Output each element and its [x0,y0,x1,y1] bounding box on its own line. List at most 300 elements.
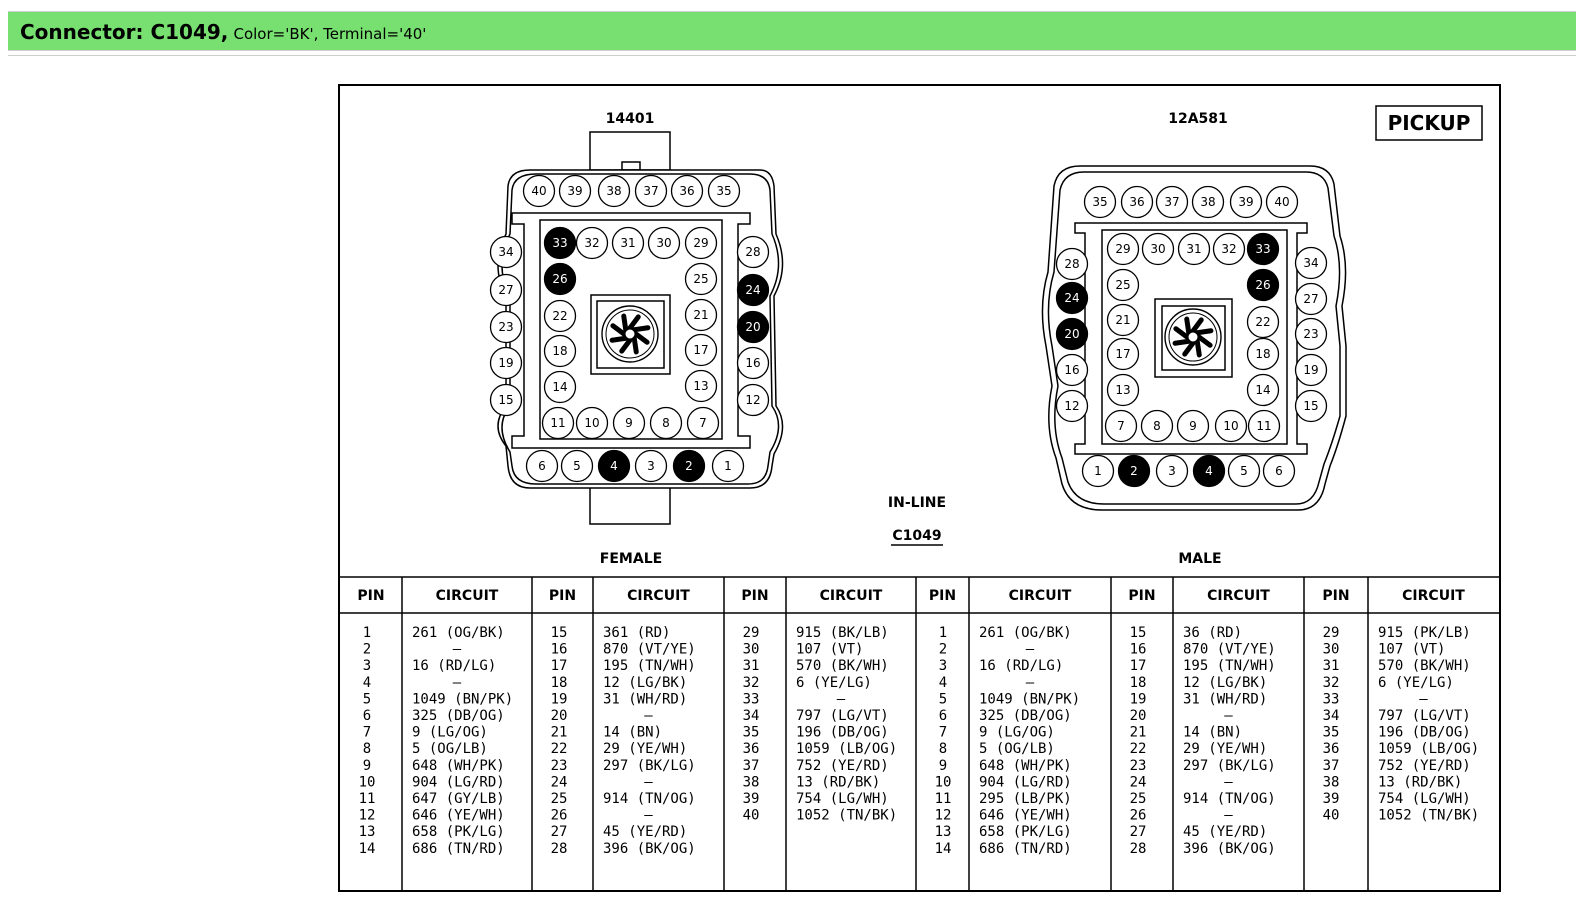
connector-attributes: Color='BK', Terminal='40' [233,25,427,43]
female-top-tab [590,132,670,170]
circuit-cell: 904 (LG/RD) [979,774,1072,791]
pin-column [359,625,376,857]
pin-cell: 40 [742,807,760,824]
pin-number: 6 [538,459,546,473]
male-pin-26 [1248,270,1279,301]
circuit-column [412,625,513,857]
pin-number: 23 [498,320,514,334]
circuit-cell: 646 (YE/WH) [979,807,1072,824]
table-header-cell: CIRCUIT [1207,588,1270,604]
female-pin-11 [543,408,574,439]
female-pin-25 [686,264,717,295]
pin-cell: 7 [938,724,948,741]
pin-cell: 7 [362,724,372,741]
pin-column [1130,625,1147,857]
male-pin-33 [1248,234,1279,265]
pin-number: 16 [1064,363,1080,377]
female-pin-20 [738,312,769,343]
pin-number: 5 [1240,464,1248,478]
pin-number: 8 [1153,419,1161,433]
male-pin-19 [1296,355,1327,386]
pin-number: 37 [643,184,659,198]
pin-cell: 34 [1322,708,1340,724]
circuit-cell: 12 (LG/BK) [603,674,688,691]
female-pin-7 [688,408,719,439]
female-pin-34 [491,237,522,268]
pin-cell: 13 [934,824,952,841]
circuit-cell: 14 (BN) [603,724,663,741]
male-pin-13 [1108,375,1139,406]
table-header-cell: CIRCUIT [1008,588,1072,604]
circuit-cell: 6 (YE/LG) [796,674,872,691]
pin-number: 31 [1186,242,1202,256]
pin-cell: 24 [1129,774,1147,791]
pin-number: 11 [550,416,566,430]
table-header-cell: CIRCUIT [1402,588,1465,604]
pin-number: 39 [1238,195,1254,209]
circuit-cell: 915 (PK/LB) [1378,625,1471,641]
pin-cell: 38 [1322,774,1340,791]
male-pin-15 [1296,391,1327,422]
pin-cell: 9 [362,757,372,774]
male-pin-20 [1057,319,1088,350]
pin-cell: 35 [1322,724,1340,741]
circuit-cell: 5 (OG/LB) [412,741,488,758]
pin-number: 25 [1115,278,1131,292]
pin-cell: 27 [1129,824,1147,841]
pin-number: 20 [745,320,761,334]
table-header-cell: CIRCUIT [627,588,690,604]
pin-number: 39 [567,184,583,198]
female-pin-10 [577,408,608,439]
pin-number: 33 [1255,242,1271,256]
connector-diagram [338,84,1501,892]
female-pin-40 [524,176,555,207]
pin-number: 4 [1205,464,1213,478]
header-divider [8,55,1576,56]
female-pin-30 [649,228,680,259]
female-pin-14 [545,372,576,403]
pin-number: 2 [1130,464,1138,478]
pin-cell: 19 [1129,691,1147,708]
male-pin-14 [1248,375,1279,406]
circuit-cell: 261 (OG/BK) [412,625,505,641]
circuit-cell: 14 (BN) [1183,724,1243,741]
pin-number: 11 [1256,419,1272,433]
table-header-cell: CIRCUIT [435,588,499,604]
pin-number: 3 [1168,464,1176,478]
circuit-cell: 658 (PK/LG) [979,824,1072,841]
circuit-cell: 107 (VT) [796,641,864,658]
male-pin-11 [1249,411,1280,442]
circuit-cell: 31 (WH/RD) [1183,691,1268,708]
circuit-cell: 570 (BK/WH) [1378,658,1471,675]
pin-number: 2 [685,459,693,473]
pin-number: 34 [1303,256,1319,270]
female-pin-13 [686,371,717,402]
female-pin-32 [577,228,608,259]
pin-cell: 34 [742,708,760,724]
circuit-cell: 29 (YE/WH) [603,741,688,758]
pin-number: 7 [1117,419,1125,433]
pin-cell: 12 [358,807,376,824]
pin-cell: 15 [1129,625,1147,641]
pin-column [743,625,760,824]
male-pin-25 [1108,270,1139,301]
female-pin-35 [709,176,740,207]
circuit-cell: 914 (TN/OG) [1183,791,1276,807]
pin-cell: 30 [1322,641,1340,658]
connector-header [20,20,426,44]
circuit-cell: 261 (OG/BK) [979,625,1072,641]
pin-cell: 21 [550,724,568,741]
female-pin-1 [713,451,744,482]
female-pin-18 [545,336,576,367]
pin-number: 27 [498,283,514,297]
pin-cell: 25 [550,791,568,807]
circuit-cell: 797 (LG/VT) [796,708,889,724]
male-pin-2 [1119,456,1150,487]
female-pin-28 [738,237,769,268]
pin-number: 10 [1223,419,1239,433]
circuit-cell: 915 (BK/LB) [796,625,889,641]
circuit-cell: 297 (BK/LG) [1183,757,1276,774]
circuit-cell: 648 (WH/PK) [412,757,505,774]
circuit-cell: – [1419,691,1428,708]
pin-number: 17 [1115,347,1131,361]
pin-cell: 10 [934,774,952,791]
pin-cell: 1 [938,625,948,641]
pin-cell: 5 [938,691,948,708]
female-pin-29 [686,228,717,259]
pin-number: 5 [573,459,581,473]
pin-cell: 10 [358,774,376,791]
pin-cell: 12 [934,807,952,824]
circuit-cell: 325 (DB/OG) [979,708,1072,724]
pin-number: 19 [498,356,514,370]
female-pin-39 [560,176,591,207]
pin-number: 29 [693,236,709,250]
circuit-cell: 325 (DB/OG) [412,708,505,724]
circuit-cell: 870 (VT/YE) [1183,641,1276,658]
pin-number: 24 [1064,291,1080,305]
pin-number: 1 [1094,464,1102,478]
circuit-cell: 396 (BK/OG) [1183,840,1276,857]
male-pin-24 [1057,283,1088,314]
circuit-cell: 1049 (BN/PK) [979,691,1081,708]
female-pin-12 [738,385,769,416]
circuit-cell: – [1025,641,1035,658]
male-pin-17 [1108,339,1139,370]
pin-number: 38 [606,184,622,198]
male-pin-32 [1214,234,1245,265]
circuit-cell: 754 (LG/WH) [796,791,889,807]
circuit-cell: 107 (VT) [1378,641,1446,658]
circuit-column [796,625,897,824]
connector-id-label: C1049 [892,528,942,544]
circuit-cell: 195 (TN/WH) [603,658,696,675]
pin-cell: 17 [550,658,568,675]
circuit-cell: 1049 (BN/PK) [412,691,514,708]
circuit-cell: 752 (YE/RD) [796,757,889,774]
male-pin-9 [1178,411,1209,442]
pin-cell: 32 [1322,674,1340,691]
pin-number: 1 [724,459,732,473]
circuit-cell: – [644,774,653,791]
circuit-cell: 36 (RD) [1183,625,1243,641]
pin-number: 9 [1189,419,1197,433]
pin-number: 18 [552,344,568,358]
pin-cell: 36 [1322,741,1340,758]
female-pin-5 [562,451,593,482]
pin-number: 17 [693,343,709,357]
pin-cell: 20 [1129,708,1147,724]
circuit-cell: 295 (LB/PK) [979,791,1072,807]
female-bottom-tab [590,486,670,524]
pin-number: 32 [584,236,600,250]
male-pin-4 [1194,456,1225,487]
circuit-cell: 797 (LG/VT) [1378,708,1471,724]
male-center-key [1165,309,1221,365]
pin-cell: 8 [362,741,372,758]
pin-cell: 6 [362,708,372,724]
pin-cell: 33 [1322,691,1340,708]
pin-number: 24 [745,283,761,297]
male-pin-37 [1157,187,1188,218]
pin-cell: 26 [550,807,568,824]
pin-number: 6 [1275,464,1283,478]
male-pin-40 [1267,187,1298,218]
pin-cell: 18 [1129,674,1147,691]
pickup-label: PICKUP [1387,111,1471,135]
female-pin-23 [491,312,522,343]
male-part-number: 12A581 [1168,111,1228,127]
pin-cell: 24 [550,774,568,791]
pin-cell: 37 [742,757,760,774]
pin-column [1323,625,1340,824]
circuit-cell: 646 (YE/WH) [412,807,505,824]
table-header-cell: CIRCUIT [819,588,883,604]
pin-cell: 32 [742,674,760,691]
pin-cell: 11 [358,791,376,807]
circuit-column [1378,625,1479,824]
pin-number: 7 [699,416,707,430]
pin-cell: 13 [358,824,376,841]
table-header-cell: PIN [548,588,577,604]
female-pin-37 [636,176,667,207]
pin-table-content [357,588,1479,857]
circuit-cell: 16 (RD/LG) [412,658,497,675]
pin-cell: 27 [550,824,568,841]
male-pin-28 [1057,249,1088,280]
female-pin-16 [738,348,769,379]
pin-column [551,625,568,857]
pin-number: 34 [498,245,514,259]
table-header-cell: PIN [357,588,385,604]
pin-cell: 30 [742,641,760,658]
female-pin-38 [599,176,630,207]
male-pin-7 [1106,411,1137,442]
pin-cell: 17 [1129,658,1147,675]
pin-column [935,625,952,857]
circuit-cell: 195 (TN/WH) [1183,658,1276,675]
pin-number: 18 [1255,347,1271,361]
pin-number: 30 [1150,242,1166,256]
pin-number: 28 [745,245,761,259]
female-pin-6 [527,451,558,482]
male-pin-6 [1264,456,1295,487]
circuit-cell: 570 (BK/WH) [796,658,889,675]
female-pin-22 [545,301,576,332]
male-pin-39 [1231,187,1262,218]
circuit-cell: 13 (RD/BK) [1378,774,1463,791]
pin-number: 15 [1303,399,1319,413]
female-pin-21 [686,300,717,331]
pin-cell: 23 [1129,757,1147,774]
female-pin-8 [651,408,682,439]
male-pin-30 [1143,234,1174,265]
pin-cell: 11 [934,791,952,807]
circuit-cell: 9 (LG/OG) [412,724,488,741]
pin-cell: 36 [742,741,760,758]
circuit-cell: 686 (TN/RD) [412,840,505,857]
pin-cell: 29 [742,625,760,641]
connector-header-bar [8,11,1576,51]
pin-cell: 26 [1129,807,1147,824]
female-label: FEMALE [599,551,663,567]
table-header-cell: PIN [1322,588,1350,604]
pin-number: 35 [716,184,732,198]
pin-number: 25 [693,272,709,286]
circuit-cell: – [836,691,846,708]
pin-cell: 39 [742,791,760,807]
circuit-cell: – [644,708,653,724]
circuit-cell: 31 (WH/RD) [603,691,688,708]
pin-number: 13 [1115,383,1131,397]
pin-number: 26 [552,272,568,286]
circuit-cell: 12 (LG/BK) [1183,674,1268,691]
pin-cell: 37 [1322,757,1340,774]
pin-cell: 31 [1322,658,1340,675]
pin-number: 27 [1303,292,1319,306]
female-pin-31 [613,228,644,259]
pin-number: 31 [620,236,636,250]
pin-number: 15 [498,393,514,407]
male-label: MALE [1178,551,1222,567]
female-top-latch [622,162,640,170]
circuit-cell: 5 (OG/LB) [979,741,1055,758]
female-pin-3 [636,451,667,482]
pin-cell: 14 [358,840,376,857]
male-pin-10 [1216,411,1247,442]
male-pin-21 [1108,305,1139,336]
female-pin-15 [491,385,522,416]
pin-cell: 38 [742,774,760,791]
female-pin-24 [738,275,769,306]
pin-number: 13 [693,379,709,393]
pin-number: 9 [625,416,633,430]
circuit-cell: 686 (TN/RD) [979,840,1072,857]
pin-number: 38 [1200,195,1216,209]
pin-cell: 14 [934,840,952,857]
pin-number: 3 [647,459,655,473]
pin-cell: 1 [362,625,372,641]
male-pin-5 [1229,456,1260,487]
circuit-cell: – [452,641,462,658]
circuit-cell: 297 (BK/LG) [603,757,696,774]
pin-cell: 19 [550,691,568,708]
pin-number: 21 [693,308,709,322]
circuit-column [1183,625,1276,857]
pin-cell: 3 [938,658,948,675]
pin-number: 36 [679,184,695,198]
pin-number: 36 [1129,195,1145,209]
inline-label: IN-LINE [887,495,947,511]
pin-number: 12 [1064,399,1080,413]
pin-number: 29 [1115,242,1131,256]
circuit-cell: 196 (DB/OG) [796,724,889,741]
pin-number: 16 [745,356,761,370]
pin-cell: 5 [362,691,372,708]
pin-number: 22 [1255,315,1271,329]
table-header-cell: PIN [741,588,769,604]
pin-number: 21 [1115,313,1131,327]
pin-cell: 22 [550,741,568,758]
circuit-cell: 13 (RD/BK) [796,774,881,791]
pin-cell: 40 [1322,807,1340,824]
circuit-cell: 904 (LG/RD) [412,774,505,791]
pin-number: 12 [745,393,761,407]
pin-number: 20 [1064,327,1080,341]
circuit-cell: 870 (VT/YE) [603,641,696,658]
circuit-column [979,625,1080,857]
pin-cell: 9 [938,757,948,774]
circuit-cell: – [1224,807,1233,824]
male-pin-1 [1083,456,1114,487]
male-pin-29 [1108,234,1139,265]
pin-cell: 28 [1129,840,1147,857]
pin-number: 19 [1303,363,1319,377]
circuit-column [603,625,696,857]
pin-cell: 18 [550,674,568,691]
pin-cell: 2 [938,641,948,658]
male-pin-18 [1248,339,1279,370]
pin-cell: 2 [362,641,372,658]
male-pin-31 [1179,234,1210,265]
male-pin-36 [1122,187,1153,218]
male-pin-16 [1057,355,1088,386]
female-part-number: 14401 [605,111,655,127]
circuit-cell: 16 (RD/LG) [979,658,1064,675]
table-header-cell: PIN [1128,588,1156,604]
male-pin-35 [1085,187,1116,218]
pin-number: 37 [1164,195,1180,209]
male-pin-38 [1193,187,1224,218]
circuit-cell: 45 (YE/RD) [603,824,688,841]
male-pin-22 [1248,307,1279,338]
circuit-cell: 45 (YE/RD) [1183,824,1268,841]
pin-number: 22 [552,309,568,323]
pin-cell: 8 [938,741,948,758]
pin-cell: 28 [550,840,568,857]
pin-cell: 6 [938,708,948,724]
pin-cell: 20 [550,708,568,724]
circuit-cell: 752 (YE/RD) [1378,757,1471,774]
pin-cell: 4 [938,674,948,691]
female-pin-17 [686,335,717,366]
pin-cell: 21 [1129,724,1147,741]
circuit-cell: 1059 (LB/OG) [1378,741,1480,758]
